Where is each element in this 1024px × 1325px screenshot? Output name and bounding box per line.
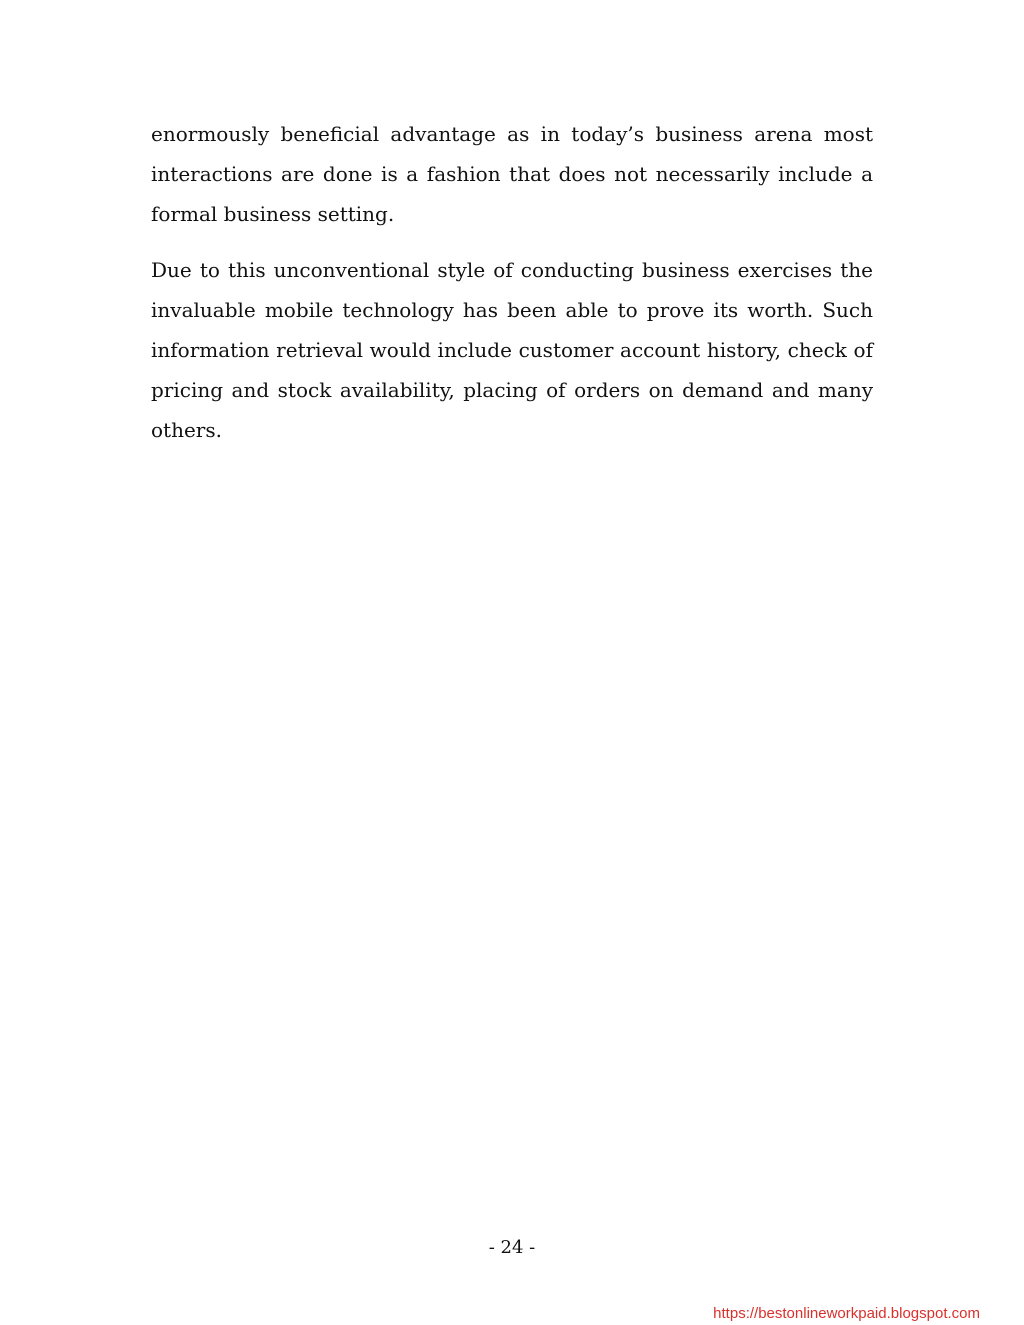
page-number: - 24 -: [488, 1237, 536, 1258]
paragraph-2: Due to this unconventional style of conducting business exercises the invaluable mobile technology has been able to prove its worth. Such information retrieval would include customer account history, check of pricing and stock availability, placing of orders on demand and many others.: [151, 258, 873, 442]
paragraph-1: enormously beneficial advantage as in today’s business arena most interactions are done is a fashion that does not necessarily include a formal business setting.: [151, 122, 873, 226]
body-text: [151, 114, 873, 450]
footer-link[interactable]: https://bestonlineworkpaid.blogspot.com: [713, 1305, 980, 1322]
